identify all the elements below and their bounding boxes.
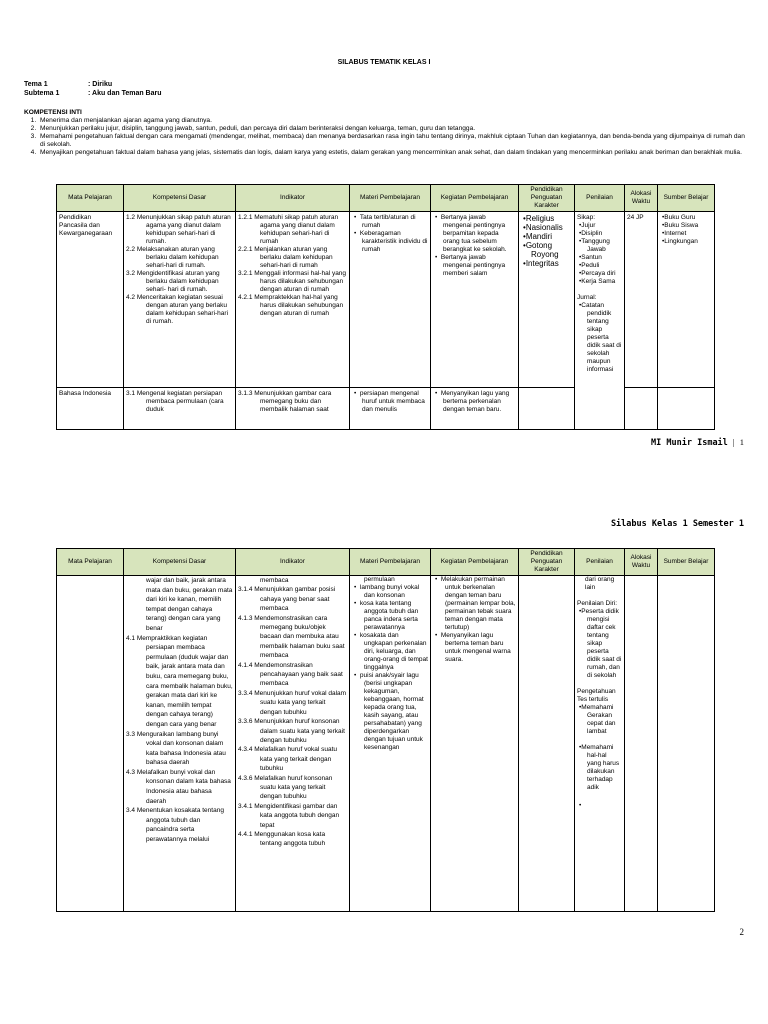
tema-block xyxy=(24,80,162,98)
cell-kegiatan xyxy=(431,388,519,430)
cell-ppk xyxy=(519,576,575,912)
header-ppk: Pendidikan Penguatan Karakter xyxy=(519,185,575,212)
penilaian-sikap-head: Sikap: xyxy=(577,214,596,221)
materi-item: • lambang bunyi vokal dan konsonan xyxy=(354,584,420,599)
header-ppk: Pendidikan Penguatan Karakter xyxy=(519,549,575,576)
table-row xyxy=(57,212,715,388)
penilaian-item: •Santun xyxy=(579,254,602,261)
kd-item: 4.3 Melafalkan bunyi vokal dan konsonan dalam kata bahasa Indonesia atau bahasa daerah xyxy=(126,768,231,805)
cell-alokasi xyxy=(625,388,658,430)
penilaian-lead: dari orang lain xyxy=(585,576,615,591)
cell-mapel xyxy=(57,576,124,912)
header-indikator: Indikator xyxy=(236,549,350,576)
tema-label: Tema 1 xyxy=(24,81,48,88)
tema-value: : Diriku xyxy=(88,81,113,88)
cell-penilaian xyxy=(575,576,625,912)
cell-sumber xyxy=(658,388,715,430)
ki-item: 1. Menerima dan menjalankan ajaran agama yang dianutnya. xyxy=(38,117,748,125)
cell-indikator xyxy=(236,388,350,430)
cell-materi xyxy=(350,576,431,912)
footer-page-number: 1 xyxy=(739,437,744,447)
penilaian-item: •Jujur xyxy=(579,222,596,229)
indikator-item: 3.2.1 Menggali informasi hal-hal yang harus dilakukan sehubungan dengan aturan di rumah xyxy=(238,270,347,293)
sumber-item: •Buku Guru xyxy=(662,214,696,221)
penilaian-item: •Peduli xyxy=(579,262,600,269)
kd-item: 3.2 Mengidentifikasi aturan yang berlaku dalam kehidupan sehari- hari di rumah. xyxy=(126,270,220,293)
ppk-item: •Integritas xyxy=(523,259,559,268)
cell-kd xyxy=(124,576,236,912)
indikator-item: 4.4.1 Menggunakan kosa kata tentang anggota tubuh xyxy=(238,830,326,848)
cell-mapel: Pendidikan Pancasila dan Kewarganegaraan xyxy=(57,212,124,388)
penilaian-tes-item: •Memahami hal-hal yang harus dilakukan terhadap adik xyxy=(579,744,620,791)
page-number: 2 xyxy=(739,927,744,937)
cell-kegiatan xyxy=(431,212,519,388)
document-title: SILABUS TEMATIK KELAS I xyxy=(337,59,431,66)
header-mapel: Mata Pelajaran xyxy=(57,185,124,212)
indikator-item: membaca xyxy=(260,577,289,584)
kd-item: 3.3 Menguraikan lambang bunyi vokal dan konsonan dalam kata bahasa Indonesia atau bahasa daerah xyxy=(126,730,226,767)
cell-kd xyxy=(124,388,236,430)
indikator-item: 3.1.4 Menunjukkan gambar posisi cahaya yang benar saat membaca xyxy=(238,586,336,613)
cell-alokasi xyxy=(625,576,658,912)
indikator-item: 4.1.4 Mendemonstrasikan pencahayaan yang baik saat membaca xyxy=(238,661,343,688)
indikator-item: 4.1.3 Mendemonstrasikan cara memegang buku/objek bacaan dan membuka atau membalik halaman buku saat membaca xyxy=(238,614,345,660)
kd-item: 3.1 Mengenal kegiatan persiapan membaca permulaan (cara duduk xyxy=(126,390,224,413)
penilaian-item: •Kerja Sama xyxy=(579,278,616,285)
page-1 xyxy=(0,0,768,470)
materi-item: • persiapan mengenal huruf untuk membaca dan menulis xyxy=(354,390,425,413)
penilaian-tes-head: Tes tertulis xyxy=(577,696,609,703)
indikator-item: 1.2.1 Mematuhi sikap patuh aturan agama yang dianut dalam kehidupan sehari-hari di rumah xyxy=(238,214,339,245)
ppk-item: •Mandiri xyxy=(523,232,553,241)
penilaian-tes-item: •Memahami Gerakan cepat dan lambat xyxy=(579,704,616,735)
header-penilaian: Penilaian xyxy=(575,549,625,576)
indikator-item: 3.4.1 Mengidentifikasi gambar dan kata anggota tubuh dengan tepat xyxy=(238,802,340,829)
ki-item: 3. Memahami pengetahuan faktual dengan cara mengamati (mendengar, melihat, membaca) dan menanya berdasarkan rasa ingin tahu tentang dirinya, makhluk ciptaan Tuhan dan kegiatannya, dan benda-benda yang dijumpainya di rumah dan di sekolah. xyxy=(38,133,748,149)
cell-indikator xyxy=(236,576,350,912)
footer-school-name: MI Munir Ismail xyxy=(651,438,728,448)
indikator-item: 4.2.1 Mempraktekkan hal-hal yang harus dilakukan sehubungan dengan aturan di rumah xyxy=(238,294,344,317)
materi-item: • puisi anak/syair lagu (berisi ungkapan kekaguman, kebanggaan, hormat kepada orang tua, kasih sayang, atau persahabatan) yang diperdengarkan dengan tujuan untuk kesenangan xyxy=(354,672,424,751)
ppk-item: •Religius xyxy=(523,214,555,223)
header-penilaian: Penilaian xyxy=(575,185,625,212)
materi-item: • kosa kata tentang anggota tubuh dan panca indera serta perawatannya xyxy=(354,600,419,631)
penilaian-diri-item: •Peserta didik mengisi daftar cek tentang sikap peserta didik saat di rumah, dan di sekolah xyxy=(579,608,622,679)
subtema-value: : Aku dan Teman Baru xyxy=(88,90,162,97)
kd-item: 2.2 Melaksanakan aturan yang berlaku dalam kehidupan sehari-hari di rumah. xyxy=(126,246,219,269)
penilaian-item: •Disiplin xyxy=(579,230,603,237)
header-materi: Materi Pembelajaran xyxy=(350,185,431,212)
cell-materi xyxy=(350,388,431,430)
indikator-item: 4.3.4 Melafalkan huruf vokal suatu kata yang terkait dengan tubuhku xyxy=(238,746,338,773)
sumber-item: •Lingkungan xyxy=(662,238,698,245)
kd-item: 4.1 Mempraktikkan kegiatan persiapan membaca permulaan (duduk wajar dan baik, jarak antara mata dan buku, cara memegang buku, cara membalik halaman buku, gerakan mata dari kiri ke kanan, memilih tempat dengan cahaya terang) dengan cara yang benar xyxy=(126,634,233,728)
page-header: Silabus Kelas 1 Semester 1 xyxy=(610,519,744,529)
kegiatan-item: • Melakukan permainan untuk berkenalan dengan teman baru (permainan lempar bola, permainan tebak suara teman dengan mata tertutup) xyxy=(435,576,516,631)
ki-item: 2. Menunjukkan perilaku jujur, disiplin, tanggung jawab, santun, peduli, dan percaya diri dalam berinteraksi dengan keluarga, teman, guru dan tetangga. xyxy=(38,125,748,133)
ki-item: 4. Menyajikan pengetahuan faktual dalam bahasa yang jelas, sistematis dan logis, dalam karya yang estetis, dalam gerakan yang mencerminkan anak sehat, dan dalam tindakan yang mencerminkan perilaku anak beriman dan berakhlak mulia. xyxy=(38,149,748,157)
cell-indikator xyxy=(236,212,350,388)
cell-penilaian xyxy=(575,212,625,430)
indikator-item: 4.3.6 Melafalkan huruf konsonan suatu kata yang terkait dengan tubuhku xyxy=(238,774,333,801)
header-materi: Materi Pembelajaran xyxy=(350,549,431,576)
ppk-item: •Gotong Royong xyxy=(523,241,559,259)
cell-ppk xyxy=(519,212,575,388)
header-kegiatan: Kegiatan Pembelajaran xyxy=(431,549,519,576)
kegiatan-item: • Bertanya jawab mengenai pentingnya memberi salam xyxy=(435,254,506,277)
cell-kegiatan xyxy=(431,576,519,912)
table-header-row xyxy=(57,549,715,576)
cell-ppk xyxy=(519,388,575,430)
header-kd: Kompetensi Dasar xyxy=(124,185,236,212)
table-row xyxy=(57,576,715,912)
penilaian-tes-item: • xyxy=(579,802,582,809)
silabus-table-2 xyxy=(56,548,715,912)
page-2 xyxy=(0,510,768,1024)
penilaian-jurnal-item: •Catatan pendidik tentang sikap peserta didik saat di sekolah maupun informasi xyxy=(579,302,622,373)
indikator-item: 3.1.3 Menunjukkan gambar cara memegang buku dan membalik halaman saat xyxy=(238,390,332,413)
cell-kd xyxy=(124,212,236,388)
header-sumber: Sumber Belajar xyxy=(658,185,715,212)
cell-materi xyxy=(350,212,431,388)
kegiatan-item: • Menyanyikan lagu bertema teman baru untuk mengenal warna suara. xyxy=(435,632,511,663)
materi-item: • kosakata dan ungkapan perkenalan diri, keluarga, dan orang-orang di tempat tinggalnya xyxy=(354,632,428,671)
penilaian-pengetahuan: Pengetahuan xyxy=(577,688,616,695)
sumber-item: •Internet xyxy=(662,230,687,237)
ppk-item: •Nasionalis xyxy=(523,223,563,232)
kd-item: 4.2 Menceritakan kegiatan sesuai dengan aturan yang berlaku dalam kehidupan sehari-hari di rumah. xyxy=(126,294,229,325)
materi-lead: permulaan xyxy=(364,576,395,583)
ki-heading: KOMPETENSI INTI xyxy=(24,109,82,116)
kd-item: 1.2 Menunjukkan sikap patuh aturan agama yang dianut dalam kehidupan sehari-hari di rumah. xyxy=(126,214,231,245)
penilaian-jurnal-head: Jurnal: xyxy=(577,294,597,301)
page-footer xyxy=(651,437,744,448)
table-header-row xyxy=(57,185,715,212)
indikator-item: 2.2.1 Menjalankan aturan yang berlaku dalam kehidupan sehari-hari di rumah xyxy=(238,246,333,269)
silabus-table-1 xyxy=(56,184,715,430)
penilaian-item: •Tanggung Jawab xyxy=(579,238,610,253)
subtema-label: Subtema 1 xyxy=(24,90,60,97)
header-alokasi: Alokasi Waktu xyxy=(625,549,658,576)
penilaian-item: •Percaya diri xyxy=(579,270,616,277)
indikator-item: 3.3.4 Menunjukkan huruf vokal dalam suatu kata yang terkait dengan tubuhku xyxy=(238,689,347,716)
penilaian-diri-head: Penilaian Diri: xyxy=(577,600,618,607)
header-sumber: Sumber Belajar xyxy=(658,549,715,576)
materi-item: • Tata tertib/aturan di rumah xyxy=(354,214,416,229)
materi-item: • Keberagaman karakteristik individu di rumah xyxy=(354,230,428,253)
cell-sumber xyxy=(658,576,715,912)
footer-separator: | xyxy=(732,437,735,447)
kd-item: wajar dan baik, jarak antara mata dan buku, gerakan mata dari kiri ke kanan, memilih tempat dengan cahaya terang) dengan cara yang benar xyxy=(146,577,233,632)
kegiatan-item: • Menyanyikan lagu yang bertema perkenalan dengan teman baru. xyxy=(435,390,510,413)
ki-list xyxy=(24,117,748,157)
header-kd: Kompetensi Dasar xyxy=(124,549,236,576)
kompetensi-inti xyxy=(24,109,748,157)
kd-item: 3.4 Menentukan kosakata tentang anggota tubuh dan pancaindra serta perawatannya melalui xyxy=(126,807,224,844)
cell-alokasi: 24 JP xyxy=(625,212,658,388)
cell-mapel: Bahasa Indonesia xyxy=(57,388,124,430)
header-alokasi: Alokasi Waktu xyxy=(625,185,658,212)
header-kegiatan: Kegiatan Pembelajaran xyxy=(431,185,519,212)
indikator-item: 3.3.6 Menunjukkan huruf konsonan dalam suatu kata yang terkait dengan tubuhku xyxy=(238,718,345,744)
kegiatan-item: • Bertanya jawab mengenai pentingnya berpamitan kepada orang tua sebelum berangkat ke sekolah. xyxy=(435,214,507,253)
header-mapel: Mata Pelajaran xyxy=(57,549,124,576)
cell-sumber xyxy=(658,212,715,388)
header-indikator: Indikator xyxy=(236,185,350,212)
sumber-item: •Buku Siswa xyxy=(662,222,699,229)
